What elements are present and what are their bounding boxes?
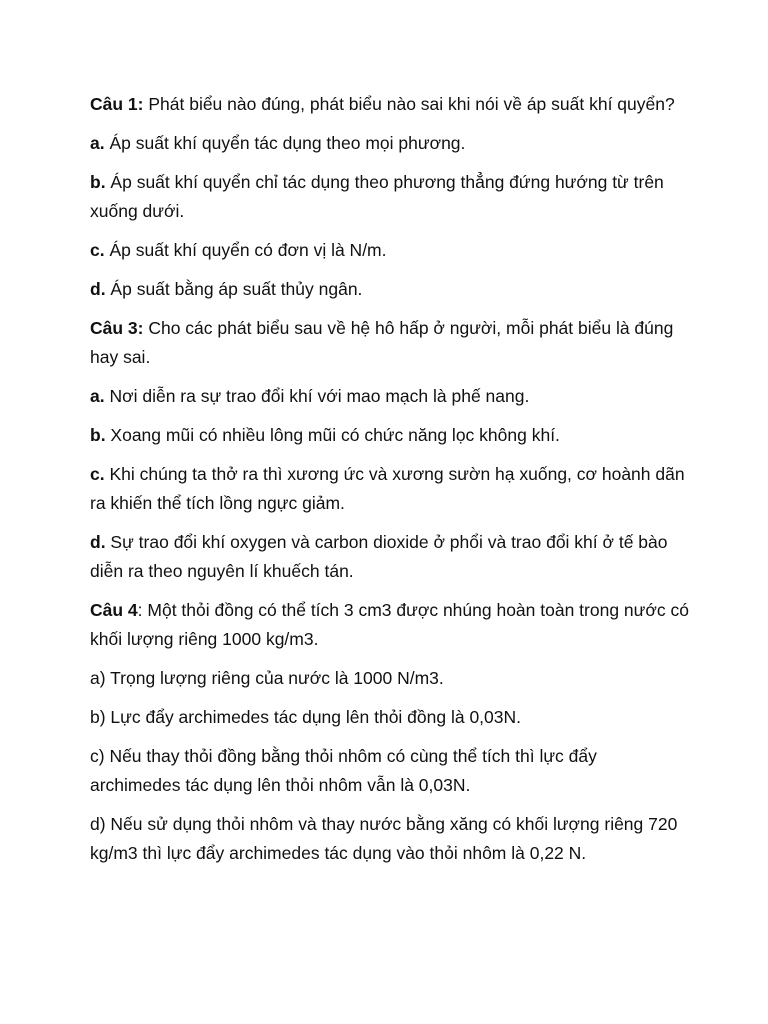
question-4-option-d xyxy=(90,810,690,868)
option-label: b. xyxy=(90,172,106,192)
option-label: c. xyxy=(90,464,105,484)
question-3-option-a xyxy=(90,382,690,411)
option-text: c) Nếu thay thỏi đồng bằng thỏi nhôm có cùng thể tích thì lực đẩy archimedes tác dụng lên thỏi nhôm vẫn là 0,03N. xyxy=(90,746,597,795)
question-4-option-c xyxy=(90,742,690,800)
option-text: a) Trọng lượng riêng của nước là 1000 N/m3. xyxy=(90,668,444,688)
option-label: d. xyxy=(90,279,106,299)
question-1-option-a xyxy=(90,129,690,158)
option-label: a. xyxy=(90,133,105,153)
option-label: a. xyxy=(90,386,105,406)
option-label: d. xyxy=(90,532,106,552)
option-text: Áp suất khí quyển tác dụng theo mọi phương. xyxy=(104,133,466,153)
option-text: b) Lực đẩy archimedes tác dụng lên thỏi đồng là 0,03N. xyxy=(90,707,522,727)
question-3-option-b xyxy=(90,421,690,450)
question-3-option-c xyxy=(90,460,690,518)
option-text: Sự trao đổi khí oxygen và carbon dioxide ở phổi và trao đổi khí ở tế bào diễn ra theo nguyên lí khuếch tán. xyxy=(90,532,668,581)
question-text: : Một thỏi đồng có thể tích 3 cm3 được nhúng hoàn toàn trong nước có khối lượng riêng 1000 kg/m3. xyxy=(90,600,689,649)
question-label: Câu 3: xyxy=(90,318,144,338)
option-text: Khi chúng ta thở ra thì xương ức và xương sườn hạ xuống, cơ hoành dãn ra khiến thể tích lồng ngực giảm. xyxy=(90,464,685,513)
question-1 xyxy=(90,90,690,119)
option-label: b. xyxy=(90,425,106,445)
question-4 xyxy=(90,596,690,654)
question-3 xyxy=(90,314,690,372)
option-label: c. xyxy=(90,240,105,260)
option-text: Áp suất khí quyển có đơn vị là N/m. xyxy=(104,240,387,260)
question-1-option-b xyxy=(90,168,690,226)
question-text: Cho các phát biểu sau về hệ hô hấp ở người, mỗi phát biểu là đúng hay sai. xyxy=(90,318,674,367)
question-label: Câu 4 xyxy=(90,600,138,620)
question-3-option-d xyxy=(90,528,690,586)
document-page xyxy=(90,90,690,878)
option-text: Áp suất bằng áp suất thủy ngân. xyxy=(105,279,363,299)
option-text: d) Nếu sử dụng thỏi nhôm và thay nước bằng xăng có khối lượng riêng 720 kg/m3 thì lực đẩy archimedes tác dụng vào thỏi nhôm là 0,22 N. xyxy=(90,814,678,863)
option-text: Áp suất khí quyển chỉ tác dụng theo phương thẳng đứng hướng từ trên xuống dưới. xyxy=(90,172,664,221)
question-1-option-d xyxy=(90,275,690,304)
option-text: Nơi diễn ra sự trao đổi khí với mao mạch là phế nang. xyxy=(104,386,530,406)
question-text: Phát biểu nào đúng, phát biểu nào sai khi nói về áp suất khí quyển? xyxy=(143,94,675,114)
question-4-option-a xyxy=(90,664,690,693)
question-1-option-c xyxy=(90,236,690,265)
question-label: Câu 1: xyxy=(90,94,144,114)
option-text: Xoang mũi có nhiều lông mũi có chức năng lọc không khí. xyxy=(105,425,560,445)
question-4-option-b xyxy=(90,703,690,732)
